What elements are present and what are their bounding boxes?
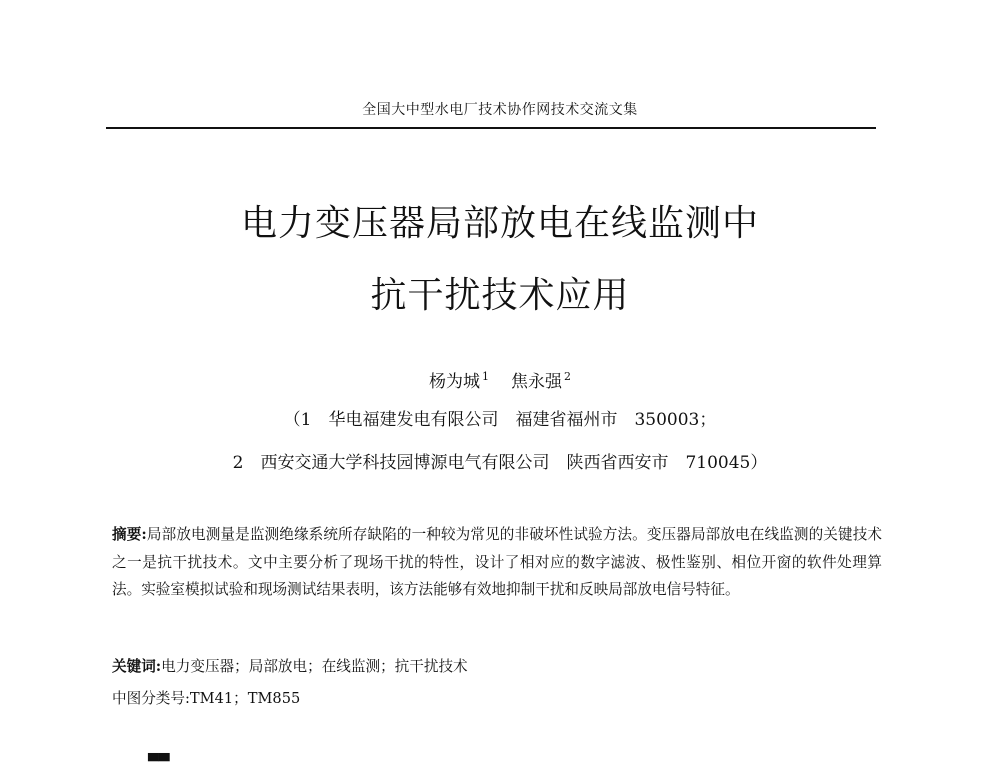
author-affiliation-mark: 1 (482, 370, 489, 383)
affiliation-line-2: 2 西安交通大学科技园博源电气有限公司 陕西省西安市 710045） (232, 453, 768, 473)
abstract-label: 摘要: (112, 526, 147, 543)
paper-title-line-1: 电力变压器局部放电在线监测中 (240, 203, 759, 244)
paper-title-line-2: 抗干扰技术应用 (370, 275, 630, 316)
abstract (112, 521, 882, 604)
classification-number (112, 688, 882, 710)
author-name: 杨为城 (429, 372, 480, 392)
keywords (112, 656, 882, 678)
running-header: 全国大中型水电厂技术协作网技术交流文集 (362, 102, 638, 118)
author-list (0, 365, 1000, 394)
cut-off-text-fragment: ▀▀ (148, 754, 170, 770)
classification-label: 中图分类号: (112, 690, 190, 707)
classification-text: TM41；TM855 (189, 690, 301, 707)
keywords-label: 关键词: (112, 658, 162, 675)
header-rule (106, 127, 876, 129)
keywords-text: 电力变压器；局部放电；在线监测；抗干扰技术 (161, 658, 468, 675)
author-affiliation-mark: 2 (564, 370, 571, 383)
author-name: 焦永强 (511, 372, 562, 392)
affiliation-line-1: （1 华电福建发电有限公司 福建省福州市 350003； (283, 410, 717, 430)
abstract-text: 局部放电测量是监测绝缘系统所存缺陷的一种较为常见的非破坏性试验方法。变压器局部放电在线监测的关键技术之一是抗干扰技术。文中主要分析了现场干扰的特性，设计了相对应的数字滤波、极性鉴别、相位开窗的软件处理算法。实验室模拟试验和现场测试结果表明，该方法能够有效地抑制干扰和反映局部放电信号特征。 (112, 526, 882, 598)
